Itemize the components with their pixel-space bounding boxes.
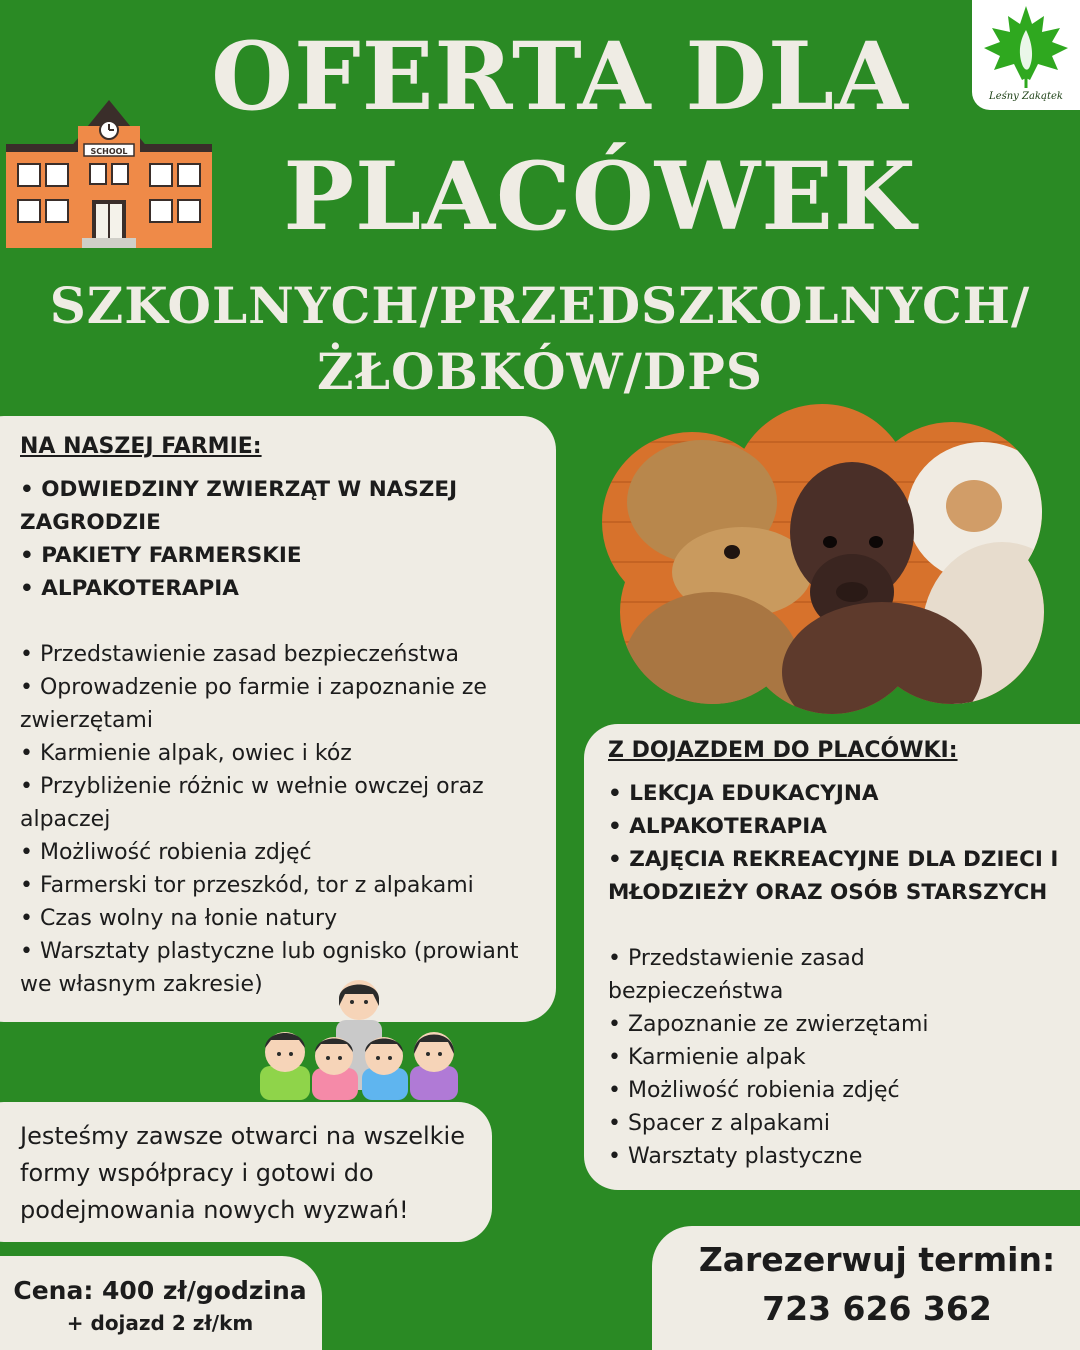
list-item: • Przedstawienie zasad bezpieczeństwa [608, 946, 865, 1004]
list-item: • Karmienie alpak [608, 1045, 806, 1070]
visit-heading: Z DOJAZDEM DO PLACÓWKI: [608, 738, 958, 763]
list-item: • Zapoznanie ze zwierzętami [608, 1012, 929, 1037]
page-title-line1: OFERTA DLA [211, 22, 909, 132]
alpacas-photo [582, 402, 1060, 714]
list-item: • Farmerski tor przeszkód, tor z alpakami [20, 873, 474, 898]
price-text: Cena: 400 zł/godzina [13, 1276, 307, 1305]
page-title-line2: PLACÓWEK [283, 142, 917, 252]
visit-offer-card [584, 724, 1080, 1190]
page-subtitle-line1: SZKOLNYCH/PRZEDSZKOLNYCH/ [49, 276, 1031, 335]
list-item: • Spacer z alpakami [608, 1111, 831, 1136]
school-building-icon [6, 96, 212, 248]
list-item: • Warsztaty plastyczne lub ognisko (prowiant we własnym zakresie) [20, 939, 519, 997]
list-item: • Oprowadzenie po farmie i zapoznanie ze zwierzętami [20, 675, 487, 733]
list-item: • Warsztaty plastyczne [608, 1144, 863, 1169]
list-item: • Karmienie alpak, owiec i kóz [20, 741, 352, 766]
list-item: • Możliwość robienia zdjęć [608, 1078, 900, 1103]
list-item: • PAKIETY FARMERSKIE [20, 543, 302, 568]
school-sign: SCHOOL [90, 147, 128, 156]
list-item: • LEKCJA EDUKACYJNA [608, 781, 879, 806]
farm-heading: NA NASZEJ FARMIE: [20, 434, 262, 459]
list-item: • ODWIEDZINY ZWIERZĄT W NASZEJ ZAGRODZIE [20, 477, 458, 535]
kids-teacher-icon [252, 976, 464, 1104]
travel-fee-text: + dojazd 2 zł/km [66, 1311, 254, 1335]
list-item: • ZAJĘCIA REKREACYJNE DLA DZIECI I MŁODZIEŻY ORAZ OSÓB STARSZYCH [608, 847, 1059, 905]
maple-leaf-icon [972, 0, 1080, 90]
list-item: • Możliwość robienia zdjęć [20, 840, 312, 865]
page-subtitle-line2: ŻŁOBKÓW/DPS [317, 342, 763, 401]
logo-text: Leśny Zakątek [989, 91, 1063, 102]
phone-number[interactable]: 723 626 362 [762, 1289, 992, 1328]
farm-offer-card [0, 416, 556, 1022]
list-item: • ALPAKOTERAPIA [20, 576, 239, 601]
list-item: • Przedstawienie zasad bezpieczeństwa [20, 642, 460, 667]
list-item: • Przybliżenie różnic w wełnie owczej oraz alpaczej [20, 774, 484, 832]
list-item: • Czas wolny na łonie natury [20, 906, 338, 931]
reserve-label: Zarezerwuj termin: [698, 1240, 1056, 1279]
reserve-card [652, 1226, 1080, 1350]
cooperation-text: Jesteśmy zawsze otwarci na wszelkie formy współpracy i gotowi do podejmowania nowych wyzwań! [20, 1122, 465, 1224]
cooperation-card [0, 1102, 492, 1242]
price-card [0, 1256, 322, 1350]
logo [972, 0, 1080, 110]
list-item: • ALPAKOTERAPIA [608, 814, 827, 839]
